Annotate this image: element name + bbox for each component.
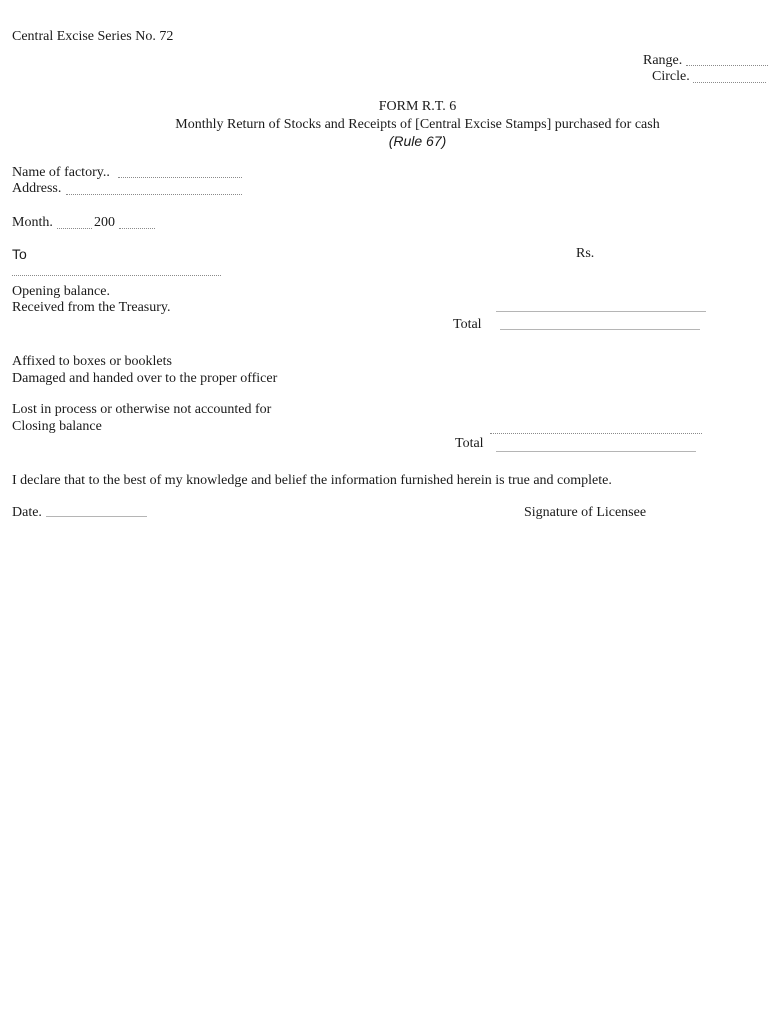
month-label: Month.	[12, 215, 53, 230]
affixed-label: Affixed to boxes or booklets	[12, 354, 172, 369]
total-receipts-line[interactable]	[500, 329, 700, 330]
currency-label: Rs.	[576, 246, 595, 261]
circle-label: Circle.	[652, 69, 690, 84]
total-label-receipts: Total	[453, 317, 482, 332]
to-label: To	[12, 246, 27, 262]
to-field[interactable]	[12, 275, 221, 276]
form-subtitle: Monthly Return of Stocks and Receipts of [Central Excise Stamps] purchased for cash	[175, 117, 660, 132]
form-title: FORM R.T. 6	[378, 99, 457, 114]
factory-name-field[interactable]	[118, 177, 242, 178]
factory-name-label: Name of factory..	[12, 165, 110, 180]
declaration-text: I declare that to the best of my knowledge and belief the information furnished herein is true and complete.	[12, 473, 612, 488]
receipts-amount-line[interactable]	[496, 311, 706, 312]
range-label: Range.	[643, 53, 683, 68]
rule-reference: (Rule 67)	[388, 133, 447, 149]
series-number: Central Excise Series No. 72	[12, 29, 174, 44]
range-field[interactable]	[686, 65, 768, 66]
circle-field[interactable]	[693, 82, 766, 83]
date-label: Date.	[12, 505, 42, 520]
date-field[interactable]	[46, 516, 147, 517]
opening-balance-label: Opening balance.	[12, 284, 110, 299]
lost-label: Lost in process or otherwise not accounted for	[12, 402, 272, 417]
total-issues-line[interactable]	[496, 451, 696, 452]
damaged-label: Damaged and handed over to the proper officer	[12, 371, 278, 386]
issues-amount-line[interactable]	[490, 433, 702, 434]
received-treasury-label: Received from the Treasury.	[12, 300, 171, 315]
month-field[interactable]	[57, 228, 92, 229]
address-field[interactable]	[66, 194, 242, 195]
signature-label: Signature of Licensee	[524, 505, 647, 520]
year-prefix: 200	[94, 215, 115, 230]
address-label: Address.	[12, 181, 62, 196]
year-field[interactable]	[119, 228, 155, 229]
total-label-issues: Total	[455, 436, 484, 451]
closing-balance-label: Closing balance	[12, 419, 102, 434]
